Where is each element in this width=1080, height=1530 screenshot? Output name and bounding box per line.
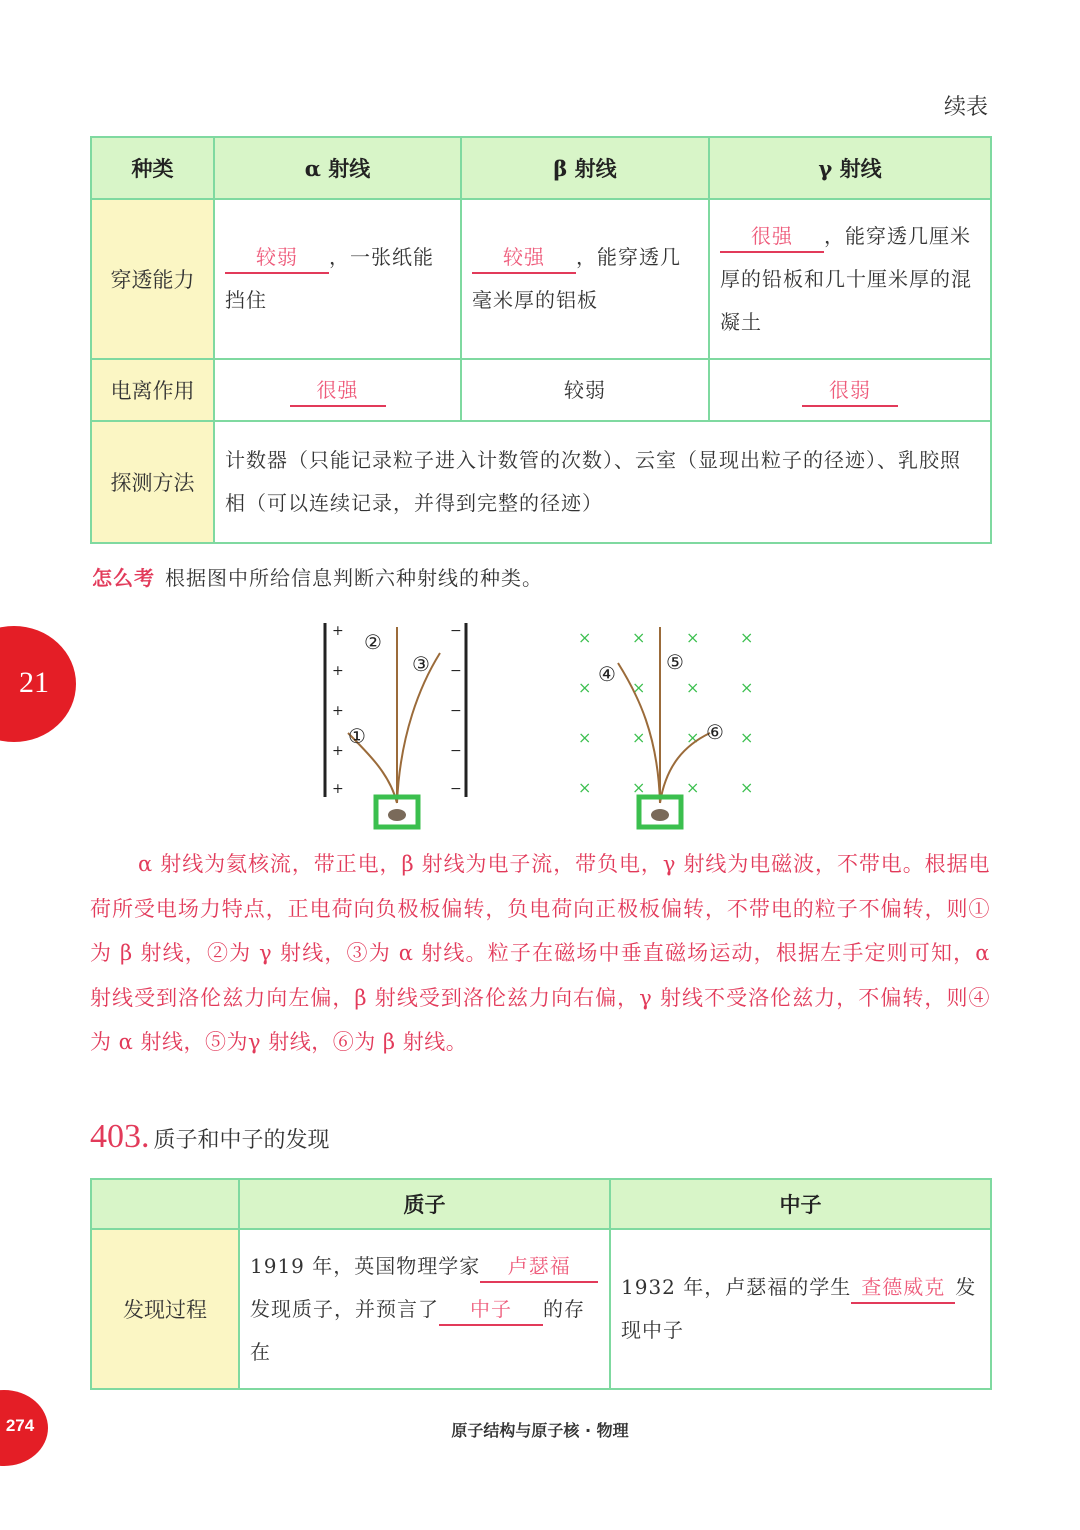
answer-chadwick: 查德威克 (851, 1272, 955, 1304)
svg-text:×: × (686, 678, 700, 697)
svg-text:×: × (740, 628, 754, 647)
radiation-source (388, 809, 406, 821)
detection-methods: 计数器（只能记录粒子进入计数管的次数）、云室（显现出粒子的径迹）、乳胶照相（可以连续记录，并得到完整的径迹） (214, 421, 991, 543)
answer-gamma-penetration: 很强 (720, 221, 824, 253)
answer-alpha-ionization: 很强 (290, 375, 386, 407)
header-alpha: α 射线 (214, 137, 461, 199)
svg-text:×: × (686, 628, 700, 647)
plus-sign: + (332, 743, 344, 759)
detection-label: 探测方法 (91, 421, 214, 543)
penetration-label: 穿透能力 (91, 199, 214, 359)
plus-sign: + (332, 663, 344, 679)
answer-beta-penetration: 较强 (472, 242, 576, 274)
svg-text:×: × (740, 678, 754, 697)
radiation-source (651, 809, 669, 821)
discovery-table (90, 1178, 992, 1390)
neutron-text-2: 发现中子 (621, 1275, 977, 1342)
header-neutron: 中子 (610, 1179, 991, 1229)
rays-table (90, 136, 992, 544)
think-prompt (92, 562, 543, 591)
alpha-penetration (214, 199, 461, 359)
think-lead: 怎么考 (92, 566, 155, 590)
answer-rutherford: 卢瑟福 (480, 1251, 598, 1283)
gamma-penetration-text: ，能穿透几厘米厚的铅板和几十厘米厚的混凝土 (720, 223, 972, 334)
label-4: ④ (598, 662, 616, 686)
penetration-row (91, 199, 991, 359)
svg-text:×: × (632, 678, 646, 697)
svg-text:×: × (740, 728, 754, 747)
neutron-discovery (610, 1229, 991, 1389)
svg-text:×: × (686, 778, 700, 797)
ray-path-6 (660, 733, 710, 803)
beta-penetration (461, 199, 709, 359)
section-heading (90, 1118, 330, 1156)
header-kind: 种类 (91, 137, 214, 199)
ionization-label: 电离作用 (91, 359, 214, 421)
proton-text-2: 发现质子，并预言了 (250, 1296, 439, 1321)
plus-sign: + (332, 781, 344, 797)
ray-deflection-diagram (300, 615, 780, 840)
svg-text:×: × (632, 728, 646, 747)
discovery-row (91, 1229, 991, 1389)
header-beta: β 射线 (461, 137, 709, 199)
chapter-badge (0, 626, 76, 742)
proton-discovery (239, 1229, 610, 1389)
discovery-label: 发现过程 (91, 1229, 239, 1389)
beta-ionization: 较弱 (461, 359, 709, 421)
proton-text-3: 的存在 (250, 1296, 585, 1364)
header-empty (91, 1179, 239, 1229)
svg-text:×: × (578, 728, 592, 747)
svg-text:×: × (740, 778, 754, 797)
proton-text-1: 1919 年，英国物理学家 (250, 1253, 481, 1278)
ionization-row (91, 359, 991, 421)
svg-text:×: × (578, 778, 592, 797)
page-footer: 原子结构与原子核 · 物理 (451, 1421, 629, 1440)
detection-row (91, 421, 991, 543)
answer-alpha-penetration: 较弱 (225, 242, 329, 274)
answer-gamma-ionization: 很弱 (802, 375, 898, 407)
section-number: 403. (90, 1118, 150, 1155)
answer-neutron: 中子 (439, 1294, 543, 1326)
chapter-number: 21 (19, 666, 49, 699)
header-proton: 质子 (239, 1179, 610, 1229)
label-5: ⑤ (666, 650, 684, 674)
alpha-ionization (214, 359, 461, 421)
continued-label: 续表 (943, 95, 988, 120)
beta-penetration-text: ，能穿透几毫米厚的铝板 (472, 245, 681, 312)
alpha-penetration-text: ，一张纸能挡住 (225, 245, 434, 312)
gamma-ionization (709, 359, 991, 421)
explanation-text: α 射线为氦核流，带正电，β 射线为电子流，带负电，γ 射线为电磁波，不带电。根据电荷所受电场力特点，正电荷向负极板偏转，负电荷向正极板偏转，不带电的粒子不偏转，则①为 β 射线，②为 γ 射线，③为 α 射线。粒子在磁场中垂直磁场运动，根据左手定则可知，α 射线受到洛伦兹力向左偏，β 射线受到洛伦兹力向右偏，γ 射线不受洛伦兹力，不偏转，则④为 α 射线，⑤为γ 射线，⑥为 β 射线。 (90, 852, 990, 1054)
think-text: 根据图中所给信息判断六种射线的种类。 (165, 566, 543, 590)
gamma-penetration (709, 199, 991, 359)
svg-text:×: × (686, 728, 700, 747)
page-number: 274 (5, 1416, 35, 1435)
svg-text:×: × (578, 678, 592, 697)
svg-text:×: × (578, 628, 592, 647)
minus-sign: − (450, 623, 462, 639)
svg-text:×: × (632, 628, 646, 647)
table-header-row (91, 1179, 991, 1229)
section-title: 质子和中子的发现 (153, 1128, 330, 1153)
label-6: ⑥ (706, 720, 724, 744)
label-1: ① (348, 724, 366, 748)
label-3: ③ (412, 652, 430, 676)
plus-sign: + (332, 623, 344, 639)
minus-sign: − (450, 703, 462, 719)
header-gamma: γ 射线 (709, 137, 991, 199)
neutron-text-1: 1932 年，卢瑟福的学生 (621, 1275, 852, 1299)
svg-text:×: × (632, 778, 646, 797)
table-header-row (91, 137, 991, 199)
plus-sign: + (332, 703, 344, 719)
minus-sign: − (450, 743, 462, 759)
minus-sign: − (450, 781, 462, 797)
minus-sign: − (450, 663, 462, 679)
label-2: ② (364, 630, 382, 654)
